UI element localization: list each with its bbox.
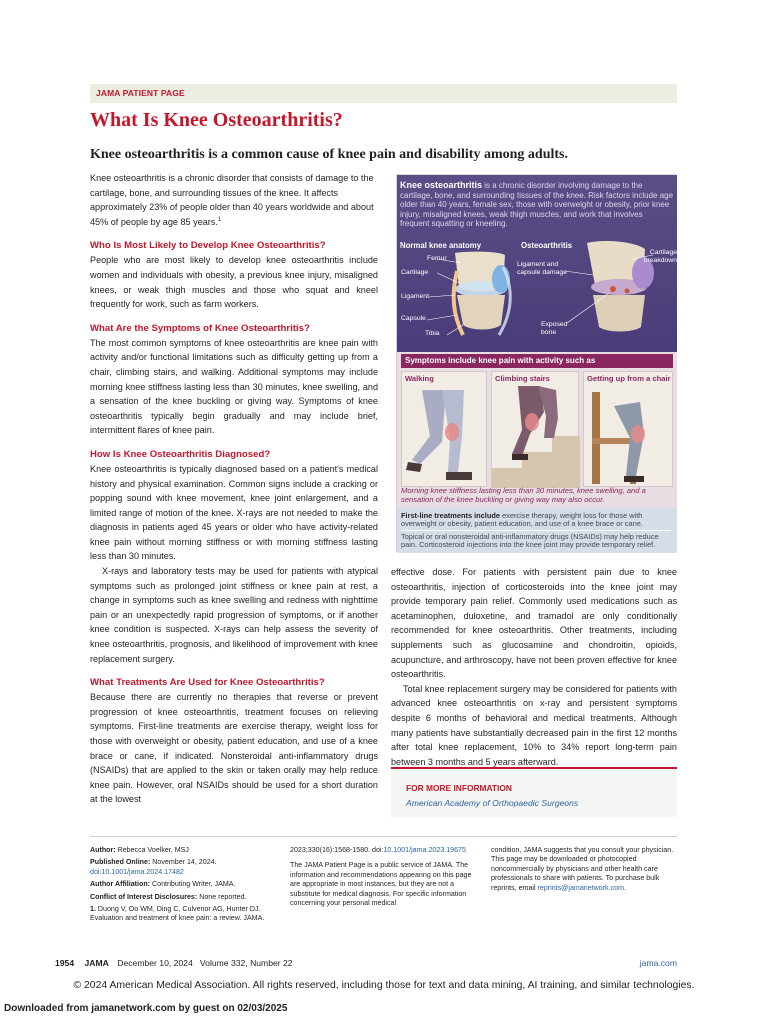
exposed-bone-mark xyxy=(625,289,630,294)
footer-condition: condition, JAMA suggests that you consult your physician. This page may be downloaded or photocopied noncommercially by physicians and other health care professionals to share with patients. To purchase bulk reprints, email reprints@jamanetwork.com. xyxy=(491,846,674,892)
exposed-bone-mark xyxy=(610,286,616,292)
right-column xyxy=(391,565,677,769)
page-tagline: Knee osteoarthritis is a common cause of knee pain and disability among adults. xyxy=(90,147,568,162)
label-capsule: Capsule xyxy=(401,315,426,322)
page-number: 1954 xyxy=(55,958,75,968)
normal-anatomy-heading: Normal knee anatomy xyxy=(400,241,482,250)
footer-rule xyxy=(90,836,677,837)
panel-label-climbing-stairs: Climbing stairs xyxy=(495,374,550,383)
section-body-treatments-cont: effective dose. For patients with persistent pain due to knee osteoarthritis, injection of corticosteroids into the knee joint may provide temporary pain relief. Commonly used medications such as acetaminophen, duloxetine, and tramadol are only conditionally recommended for knee osteoarthritis. Other treatments, including supplements such as glucosamine and chondroitin, opioids, acupuncture, and arthroscopy, have not been proven effective for knee osteoarthritis. xyxy=(391,567,677,680)
chair-illustration xyxy=(584,372,674,488)
panel-walking xyxy=(401,371,487,487)
osteoarthritis-heading: Osteoarthritis xyxy=(521,241,573,250)
symptoms-panel xyxy=(397,352,677,508)
section-band xyxy=(90,84,677,103)
footer-credits: Author: Rebecca Voelker, MSJ Published Online: November 14, 2024. doi:10.1001/jama.2024.17482 Author Affiliation: Contributing Writer, JAMA. Conflict of Interest Disclosures: None reported. 1. Duong V, Oo WM, Ding C, Culvenor AG, Hunter DJ. Evaluation and treatment of knee pain: a review. JAMA. xyxy=(90,846,265,923)
panel-getting-up xyxy=(583,371,673,487)
label-ligament-capsule-damage: Ligament and capsule damage xyxy=(517,261,567,276)
section-body-diagnosis-1: Knee osteoarthritis is typically diagnosed based on a patient's medical history and physical examination. Common signs include a cracking or popping sound with knee movement, knee joint enlargement, and a limited range of motion of the knee. X-rays are not needed to make the diagnosis in patients aged 45 years or older who have activity-related knee pain without morning stiffness or with morning stiffness lasting less than 30 minutes. xyxy=(90,463,378,562)
symptoms-note: Morning knee stiffness lasting less than 30 minutes, knee swelling, and a sensation of the knee buckling or giving way may also occur. xyxy=(401,486,646,504)
published-doi-link[interactable]: doi:10.1001/jama.2024.17482 xyxy=(90,867,184,876)
first-line-treatments: First-line treatments include exercise therapy, weight loss for those with overweight or obesity, patient education, and use of a knee brace or cane. xyxy=(401,511,643,529)
section-heading-treatments: What Treatments Are Used for Knee Osteoarthritis? xyxy=(90,677,325,689)
section-body-treatments-1: Because there are currently no therapies that reverse or prevent progression of knee osteoarthritis, treatment focuses on relieving symptoms. First-line treatments are exercise therapy, weight loss for those with overweight or obesity, patient education, and use of a knee brace or cane, if indicated. Nonsteroidal anti-inflammatory drugs (NSAIDs) that are applied to the skin or taken orally may help reduce knee pain. However, oral NSAIDs should be used for a short duration at the lowest xyxy=(90,692,378,805)
series-label: JAMA PATIENT PAGE xyxy=(96,88,185,98)
aaos-link[interactable]: American Academy of Orthopaedic Surgeons xyxy=(406,798,579,808)
section-heading-diagnosis: How Is Knee Osteoarthritis Diagnosed? xyxy=(90,448,271,460)
footer-public-service: 2023;330(16):1568-1580. doi:10.1001/jama.2023.19675 The JAMA Patient Page is a public service of JAMA. The information and recommendations appearing on this page are appropriate in most instances, but they are not a substitute for medical diagnosis. For specific information concerning your personal medical xyxy=(290,846,472,908)
section-body-who: People who are most likely to develop knee osteoarthritis include women and individuals with obesity, a previous knee injury, misaligned knees, or weak thigh muscles and those who squat and kneel frequently for work, such as farm workers. xyxy=(90,255,378,310)
walking-illustration xyxy=(402,372,488,488)
oa-tibia-shape xyxy=(593,295,645,332)
page-title: What Is Knee Osteoarthritis? xyxy=(90,109,343,131)
journal-name: JAMA xyxy=(84,958,109,968)
intro-paragraph: Knee osteoarthritis is a chronic disorder that consists of damage to the cartilage, bone, and surrounding tissues of the knee. It affects approximately 23% of people older than 40 years worldwide and about 45% of people by age 85 years.$^1$ xyxy=(90,173,374,227)
section-heading-who: Who Is Most Likely to Develop Knee Osteoarthritis? xyxy=(90,240,326,252)
download-notice: Downloaded from jamanetwork.com by guest on 02/03/2025 xyxy=(4,1003,288,1014)
section-heading-symptoms: What Are the Symptoms of Knee Osteoarthritis? xyxy=(90,322,310,334)
label-femur: Femur xyxy=(427,255,447,262)
label-cartilage-breakdown: Cartilage breakdown xyxy=(643,249,677,264)
more-info-heading: FOR MORE INFORMATION xyxy=(406,783,512,793)
left-column xyxy=(90,171,378,805)
panel-climbing-stairs xyxy=(491,371,579,487)
reprints-email-link[interactable]: reprints@jamanetwork.com xyxy=(537,883,624,892)
panel-label-walking: Walking xyxy=(405,374,434,383)
label-tibia: Tibia xyxy=(425,330,440,337)
section-body-treatments-2: Total knee replacement surgery may be considered for patients with advanced knee osteoarthritis on x-ray and persistent symptoms despite 6 months of behavioral and medical treatments. Although many patients have substantially decreased pain in the first 12 months after total knee replacement, 10% to 34% report long-term pain between 3 months and 5 years afterward. xyxy=(391,683,677,767)
symptoms-heading-bar xyxy=(401,354,673,368)
treatments-divider xyxy=(401,530,671,531)
nsaids-treatments: Topical or oral nonsteroidal anti-inflammatory drugs (NSAIDs) may help reduce pain. Corticosteroid injections into the knee joint may provide temporary relief. xyxy=(401,532,659,550)
section-body-symptoms: The most common symptoms of knee osteoarthritis are knee pain with activity and/or functional limitations such as difficulty getting up from a chair, climbing stairs, and walking. Additional symptoms may include morning knee stiffness lasting less than 30 minutes, knee swelling, and a sensation of the knee buckling or giving way. Symptoms of knee osteoarthritis typically begin gradually and may include brief, intermittent flares of knee pain. xyxy=(90,337,378,436)
treatments-panel xyxy=(397,508,677,553)
copyright-notice: © 2024 American Medical Association. All rights reserved, including those for text and data mining, AI training, and similar technologies. xyxy=(73,980,695,991)
label-exposed-bone: Exposed bone xyxy=(541,321,568,336)
symptoms-heading: Symptoms include knee pain with activity such as xyxy=(405,356,596,365)
reference-marker: 1 xyxy=(217,216,222,223)
panel-label-getting-up: Getting up from a chair xyxy=(587,374,671,383)
knee-illustration xyxy=(396,174,676,552)
folio-line xyxy=(55,958,677,970)
label-ligament: Ligament xyxy=(401,293,429,300)
tibia-shape xyxy=(457,295,505,330)
more-info-box xyxy=(391,767,677,817)
label-cartilage: Cartilage xyxy=(401,269,429,276)
stairs-illustration xyxy=(492,372,580,488)
issue-info: December 10, 2024 Volume 332, Number 22 xyxy=(117,958,293,968)
reference-doi-link[interactable]: 10.1001/jama.2023.19675 xyxy=(383,846,466,854)
section-body-diagnosis-2: X-rays and laboratory tests may be used for patients with atypical symptoms such as prolonged joint stiffness or knee pain at rest, a change in symptoms such as knee swelling and redness with nighttime pain or an unexpectedly rapid progression of symptoms, or if another knee condition is suspected. X-rays can help assess the severity of knee osteoarthritis, prognosis, and likelihood of improvement with knee replacement surgery. xyxy=(90,566,378,664)
journal-site-link[interactable]: jama.com xyxy=(639,958,677,968)
figure-intro: Knee osteoarthritis is a chronic disorder involving damage to the cartilage, bone, and surrounding tissues of the knee. Risk factors include age older than 40 years, female sex, those with overweight or obesity, prior knee injury, misaligned knees, weak thigh muscles, and work that involves frequent squatting or kneeling. xyxy=(400,180,674,229)
anatomy-panel xyxy=(397,175,677,352)
